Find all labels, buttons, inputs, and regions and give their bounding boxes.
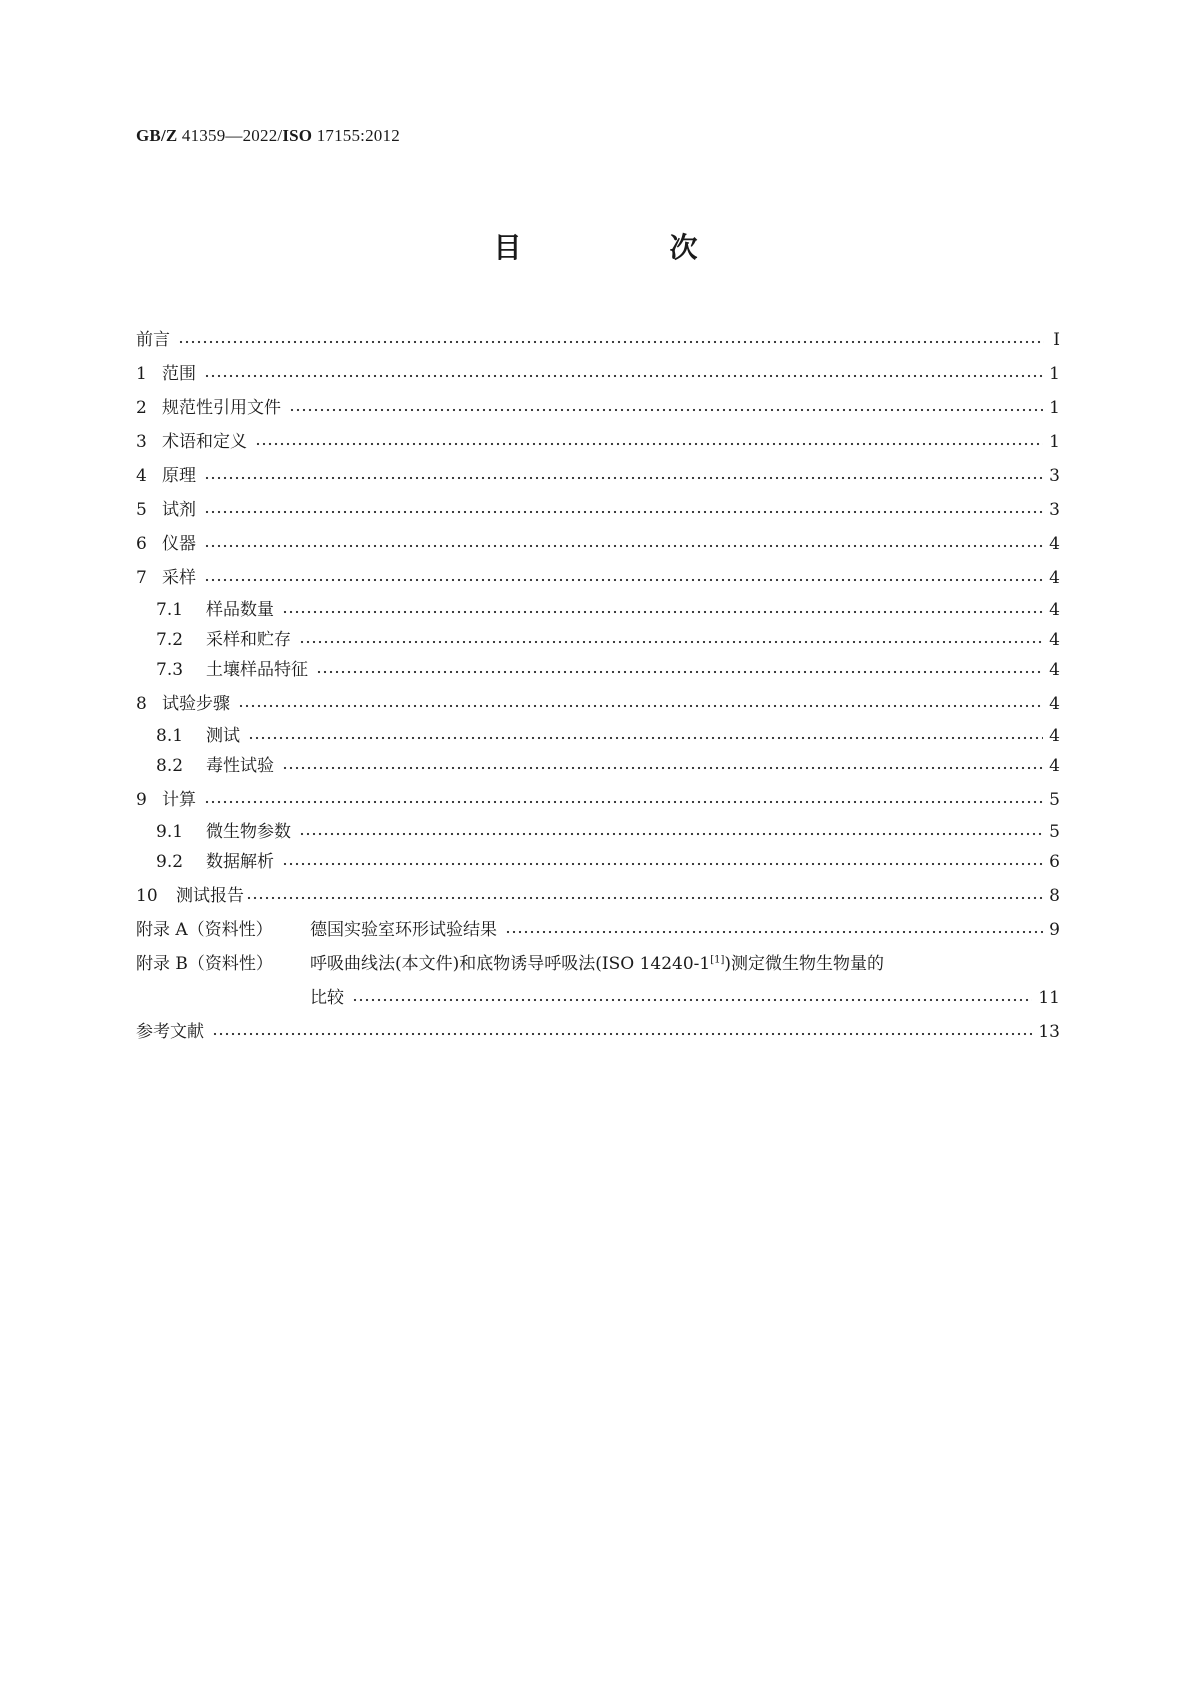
toc-entry-number: 7 (136, 568, 147, 588)
dot-leader (238, 704, 1043, 708)
toc-entry-page: 5 (1049, 822, 1060, 842)
toc-entry-label: 数据解析 (206, 852, 274, 872)
toc-entry-label: 微生物参数 (206, 822, 291, 842)
toc-entry-page: 4 (1049, 568, 1060, 588)
toc-entry-number: 3 (136, 432, 147, 452)
toc-entry-page: 4 (1049, 660, 1060, 680)
dot-leader (246, 896, 1043, 900)
toc-entry-preface[interactable] (136, 326, 1060, 350)
iso-code: ISO (282, 126, 313, 145)
toc-entry-number: 8.2 (156, 756, 184, 776)
toc-entry-page: Ⅰ (1053, 330, 1060, 350)
toc-entry-label: 测试 (206, 726, 240, 746)
toc-entry-label: 比较 (310, 988, 344, 1008)
toc-entry-number: 7.1 (156, 600, 184, 620)
toc-subentry[interactable] (156, 752, 1060, 776)
toc-entry-number: 9 (136, 790, 147, 810)
toc-entry-label: 计算 (162, 790, 196, 810)
toc-entry-label: 采样和贮存 (206, 630, 291, 650)
iso-number: 17155:2012 (316, 126, 400, 145)
toc-entry-number: 1 (136, 364, 147, 384)
dot-leader (204, 510, 1043, 514)
toc-entry-number: 7.3 (156, 660, 184, 680)
toc-entry-label: 毒性试验 (206, 756, 274, 776)
dot-leader (282, 610, 1043, 614)
dot-leader (204, 800, 1043, 804)
annex-b-title-part1: 呼吸曲线法(本文件)和底物诱导呼吸法(ISO 14240-1 (310, 954, 711, 974)
dot-leader (352, 998, 1032, 1002)
toc-entry-label: 范围 (162, 364, 196, 384)
toc-entry-label: 土壤样品特征 (206, 660, 308, 680)
toc-entry-page: 4 (1049, 600, 1060, 620)
toc-entry-label: 德国实验室环形试验结果 (310, 920, 497, 940)
toc-entry[interactable] (136, 564, 1060, 588)
toc-entry-page: 3 (1049, 466, 1060, 486)
dot-leader (204, 476, 1043, 480)
toc-entry-number: 5 (136, 500, 147, 520)
dot-leader (299, 640, 1043, 644)
toc-entry-number: 7.2 (156, 630, 184, 650)
annex-b-title-part2: )测定微生物生物量的 (724, 954, 885, 974)
toc-entry-references[interactable] (136, 1018, 1060, 1042)
toc-entry-number: 9.1 (156, 822, 184, 842)
annex-prefix: 附录 A（资料性） (136, 920, 273, 940)
toc-entry-label: 试剂 (162, 500, 196, 520)
dot-leader (204, 578, 1043, 582)
toc-entry-page: 4 (1049, 756, 1060, 776)
dot-leader (505, 930, 1043, 934)
toc-entry-page: 11 (1038, 988, 1060, 1008)
toc-entry-page: 1 (1049, 398, 1060, 418)
toc-entry-page: 13 (1038, 1022, 1060, 1042)
toc-entry[interactable] (136, 428, 1060, 452)
toc-entry-page: 1 (1049, 432, 1060, 452)
toc-entry-page: 4 (1049, 630, 1060, 650)
dot-leader (204, 374, 1043, 378)
toc-entry[interactable] (136, 462, 1060, 486)
toc-entry-label: 采样 (162, 568, 196, 588)
dot-leader (204, 544, 1043, 548)
toc-entry-label: 前言 (136, 330, 170, 350)
standard-code: GB/Z (136, 126, 178, 145)
toc-subentry[interactable] (156, 656, 1060, 680)
citation-reference[interactable]: [1] (710, 954, 725, 966)
toc-entry[interactable] (136, 690, 1060, 714)
toc-entry[interactable] (136, 882, 1060, 906)
toc-entry-annex-b[interactable] (136, 950, 1060, 974)
toc-subentry[interactable] (156, 848, 1060, 872)
toc-entry-page: 4 (1049, 534, 1060, 554)
toc-entry[interactable] (136, 530, 1060, 554)
dot-leader (212, 1032, 1032, 1036)
dot-leader (289, 408, 1043, 412)
document-identifier: GB/Z 41359—2022/ISO 17155:2012 (136, 126, 400, 145)
toc-entry-number: 4 (136, 466, 147, 486)
toc-entry-page: 6 (1049, 852, 1060, 872)
toc-entry-number: 9.2 (156, 852, 184, 872)
dot-leader (178, 340, 1044, 344)
toc-entry-page: 4 (1049, 726, 1060, 746)
toc-entry-number: 8 (136, 694, 147, 714)
dot-leader (316, 670, 1043, 674)
toc-entry-number: 6 (136, 534, 147, 554)
toc-subentry[interactable] (156, 626, 1060, 650)
toc-entry-page: 9 (1049, 920, 1060, 940)
toc-entry-label (310, 949, 884, 974)
toc-entry-label: 原理 (162, 466, 196, 486)
toc-title: 目 次 (493, 231, 758, 264)
dot-leader (299, 832, 1043, 836)
toc-entry[interactable] (136, 786, 1060, 810)
toc-entry-label: 样品数量 (206, 600, 274, 620)
toc-entry-page: 5 (1049, 790, 1060, 810)
annex-prefix: 附录 B（资料性） (136, 954, 273, 974)
toc-entry-label: 测试报告 (176, 886, 244, 906)
toc-entry-annex-a[interactable] (136, 916, 1060, 940)
toc-subentry[interactable] (156, 818, 1060, 842)
toc-subentry[interactable] (156, 596, 1060, 620)
toc-entry-label: 仪器 (162, 534, 196, 554)
toc-entry[interactable] (136, 360, 1060, 384)
toc-entry-label: 规范性引用文件 (162, 398, 281, 418)
dot-leader (255, 442, 1043, 446)
toc-entry-number: 10 (136, 886, 158, 906)
dot-leader (282, 862, 1043, 866)
toc-entry-number: 8.1 (156, 726, 184, 746)
toc-entry-annex-b-continued[interactable] (310, 984, 1060, 1008)
toc-entry[interactable] (136, 394, 1060, 418)
dot-leader (248, 736, 1043, 740)
toc-entry-page: 3 (1049, 500, 1060, 520)
toc-entry-page: 4 (1049, 694, 1060, 714)
toc-subentry[interactable] (156, 722, 1060, 746)
toc-entry-label: 参考文献 (136, 1022, 204, 1042)
toc-entry-label: 试验步骤 (162, 694, 230, 714)
toc-entry-label: 术语和定义 (162, 432, 247, 452)
toc-entry-page: 1 (1049, 364, 1060, 384)
toc-entry-number: 2 (136, 398, 147, 418)
toc-entry[interactable] (136, 496, 1060, 520)
dot-leader (282, 766, 1043, 770)
standard-number: 41359—2022 (181, 126, 278, 145)
toc-entry-page: 8 (1049, 886, 1060, 906)
